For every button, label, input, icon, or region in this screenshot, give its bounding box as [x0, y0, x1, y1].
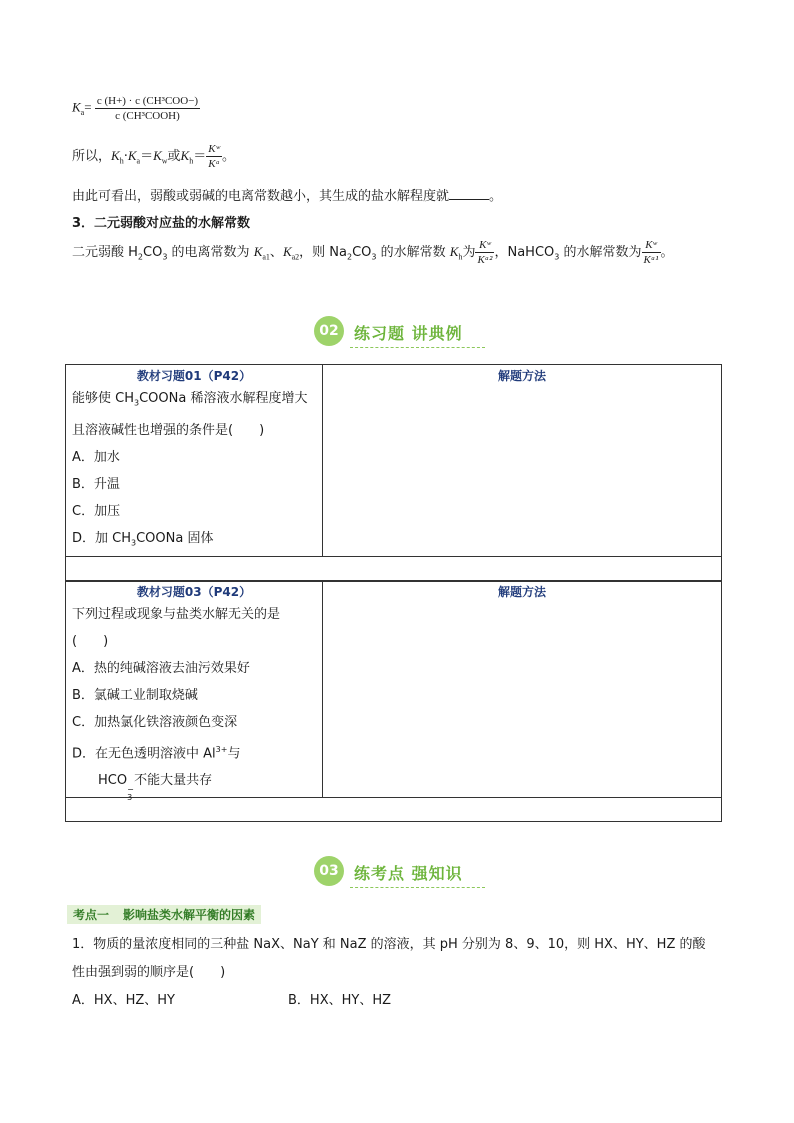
opt-d-sup: 3+: [215, 745, 228, 754]
option-c: C．加压: [72, 503, 121, 519]
conclusion-end: 。: [489, 189, 503, 204]
question-heading: 教材习题01（P42）: [136, 369, 252, 383]
option-c: C．加热氯化铁溶液颜色变深: [72, 715, 238, 730]
question-1-line2: 性由强到弱的顺序是( ): [72, 965, 226, 980]
dip-f1-num: Kʷ: [475, 238, 494, 253]
so-end: 。: [221, 149, 235, 164]
dip-p1: 二元弱酸 H: [72, 245, 138, 260]
opt-d-sub: 3: [131, 538, 137, 548]
so-kw: K: [153, 148, 162, 163]
option-b: B．升温: [72, 476, 120, 492]
dip-sep: 、: [269, 245, 283, 260]
option-a: A．加水: [72, 449, 120, 465]
opt-d-a: D．在无色透明溶液中 Al: [72, 746, 216, 762]
dip-end: 。: [660, 245, 674, 260]
line-conclusion: [72, 185, 502, 204]
ka-numerator: c (H+) · c (CH³COO−): [96, 95, 199, 107]
line-so: [72, 142, 235, 171]
dip-p4-sub: 2: [347, 252, 353, 262]
dip-p3: 的电离常数为: [167, 245, 254, 260]
opt-d2-sup: −: [127, 785, 134, 795]
so-frac-den: Kᵃ: [208, 158, 220, 170]
question-1-option-a: A．HX、HZ、HY: [72, 993, 175, 1008]
so-prefix: 所以，: [72, 149, 112, 164]
opt-d2-b: 不能大量共存: [134, 773, 213, 789]
table-row: [66, 798, 722, 822]
so-dot: ·: [123, 149, 128, 164]
section-badge-02: 02: [314, 316, 344, 346]
question-text-line2: ( ): [72, 634, 109, 649]
so-frac-num: Kʷ: [206, 142, 222, 157]
section-header-03: [314, 856, 504, 888]
so-ka-sub: a: [136, 156, 141, 166]
so-eq2: ＝: [193, 149, 207, 164]
so-or: 或: [167, 149, 181, 164]
dip-p5-sub: 3: [371, 252, 377, 262]
question-text-line1: [72, 385, 316, 417]
dip-ka2-sub: a2: [291, 252, 300, 262]
section-badge-03: 03: [314, 856, 344, 886]
so-eq: ＝: [140, 149, 154, 164]
exercise-table-1: [65, 364, 722, 582]
dip-kh: K: [449, 244, 459, 259]
q1-text-b: COONa 稀溶液水解程度增大: [139, 391, 308, 406]
opt-d-a: D．加 CH: [72, 530, 131, 546]
dip-p8: ，NaHCO: [494, 245, 555, 260]
kaodian-number: 考点一: [73, 908, 110, 922]
so-ka: K: [127, 148, 137, 163]
answer-space: [66, 798, 722, 822]
exercise-table-2: [65, 580, 722, 822]
question-text-line1: 下列过程或现象与盐类水解无关的是: [72, 607, 281, 622]
opt-d-b: COONa 固体: [136, 530, 214, 546]
table-row: [66, 581, 722, 798]
table-row: [66, 557, 722, 582]
q1-text-a: 能够使 CH: [72, 391, 134, 406]
option-d: [72, 525, 316, 557]
so-kh: K: [111, 148, 120, 163]
answer-space: [66, 557, 722, 582]
fill-blank: [449, 187, 489, 200]
dip-p2-sub: 3: [162, 252, 168, 262]
dip-p2: CO: [143, 245, 163, 260]
ka-formula: [72, 94, 200, 123]
section-title-03: 练考点 强知识: [354, 864, 463, 883]
dip-f1-den: Kᵃ²: [477, 254, 493, 266]
dip-p8-sub: 3: [554, 252, 560, 262]
option-b: B．氯碱工业制取烧碱: [72, 688, 198, 703]
dip-p9: 的水解常数为: [559, 245, 642, 260]
answer-method-heading: 解题方法: [497, 585, 546, 599]
conclusion-text: 由此可看出，弱酸或弱碱的电离常数越小，其生成的盐水解程度就: [72, 189, 450, 204]
opt-d2-sub: 3: [127, 793, 133, 803]
ka-symbol: K: [72, 99, 81, 115]
dip-ka2: K: [282, 244, 292, 259]
question-1-line1: 1．物质的量浓度相同的三种盐 NaX、NaY 和 NaZ 的溶液，其 pH 分别为 8、9、10，则 HX、HY、HZ 的酸: [72, 937, 706, 952]
question-text-line2: 且溶液碱性也增强的条件是( ): [72, 422, 265, 438]
question-1-option-b: B．HX、HY、HZ: [288, 993, 391, 1008]
dip-p7: 为: [462, 245, 476, 260]
section-dash-02: [350, 347, 485, 348]
option-d-continued: [72, 767, 316, 803]
dip-p4: ，则 Na: [299, 245, 347, 260]
section-title-02: 练习题 讲典例: [354, 324, 463, 343]
opt-d2-a: HCO: [98, 773, 128, 789]
dip-kh-sub: h: [458, 252, 463, 262]
so-kh2-sub: h: [189, 156, 194, 166]
dip-frac1: [475, 238, 494, 267]
ka-sub: a: [80, 108, 85, 118]
so-kh-sub: h: [119, 156, 124, 166]
table-row: [66, 365, 722, 557]
question-heading: 教材习题03（P42）: [136, 585, 252, 599]
ka-eq: =: [84, 99, 92, 115]
answer-method-heading: 解题方法: [497, 369, 546, 383]
dip-p1-sub: 2: [137, 252, 144, 262]
answer-method-cell: [323, 581, 722, 798]
dip-p5: CO: [352, 245, 372, 260]
so-fraction: [206, 142, 222, 171]
kaodian-label: [67, 905, 261, 924]
dip-ka1-sub: a1: [262, 252, 270, 262]
question-cell: [66, 365, 323, 557]
option-a: A．热的纯碱溶液去油污效果好: [72, 661, 250, 676]
dip-ka1: K: [253, 244, 263, 259]
so-kh2: K: [180, 148, 190, 163]
answer-method-cell: [323, 365, 722, 557]
dip-f2-den: Kᵃ¹: [643, 254, 659, 266]
dip-f2-num: Kʷ: [642, 238, 661, 253]
dip-p6: 的水解常数: [376, 245, 450, 260]
ka-fraction: [95, 94, 200, 123]
q1-text-sub: 3: [134, 398, 140, 408]
ka-denominator: c (CH³COOH): [115, 110, 180, 122]
question-cell: [66, 581, 323, 803]
line-diprotic: [72, 238, 674, 267]
option-d: [72, 736, 316, 767]
dip-frac2: [642, 238, 661, 267]
so-kw-sub: w: [161, 156, 168, 166]
kaodian-title: 影响盐类水解平衡的因素: [123, 908, 256, 922]
section-dash-03: [350, 887, 485, 888]
opt-d-b: 与: [227, 746, 241, 762]
heading-3: 3．二元弱酸对应盐的水解常数: [72, 216, 251, 231]
section-header-02: [314, 316, 504, 348]
